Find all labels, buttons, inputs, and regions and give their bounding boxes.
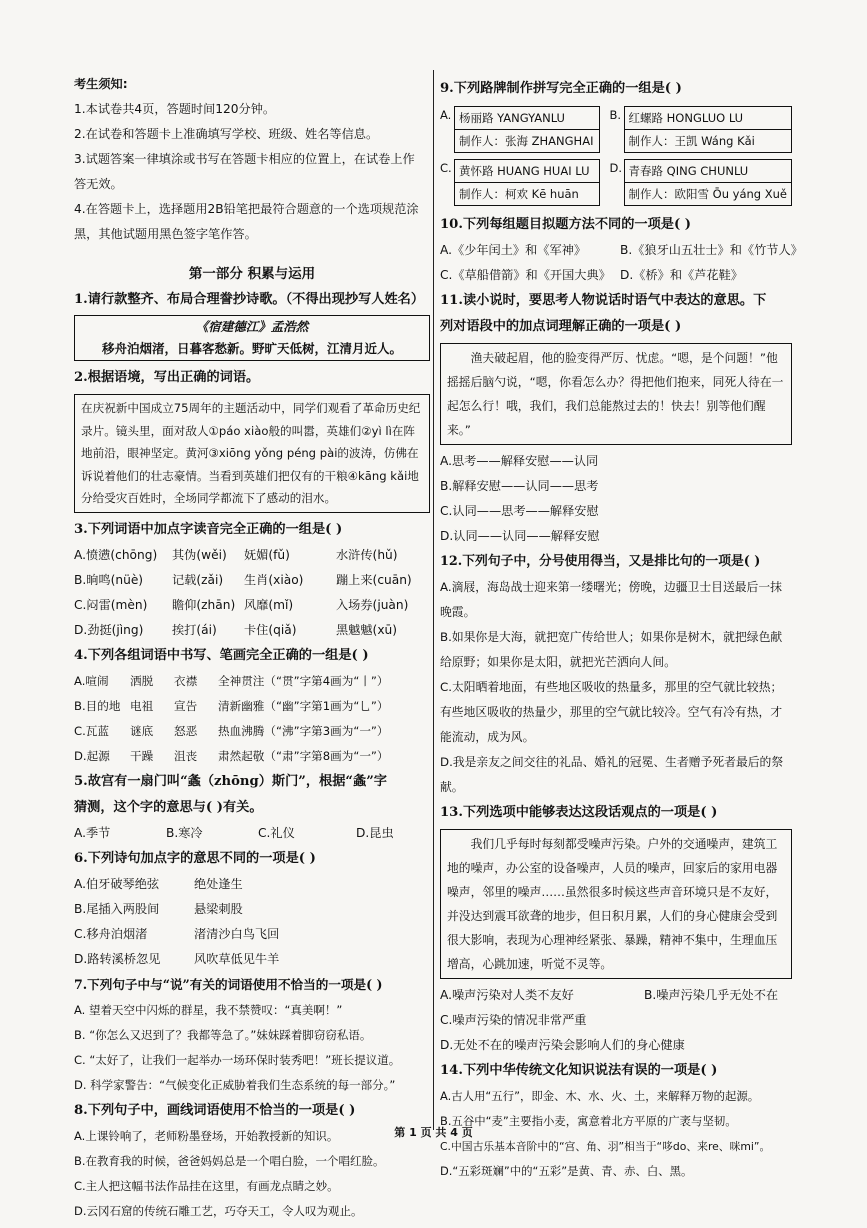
notice-item: 黑，其他试题用黑色签字笔作答。 bbox=[74, 227, 257, 241]
option-row: D.路转溪桥忽见 风吹草低见牛羊 bbox=[74, 951, 280, 966]
option-row: D.起源 干躁 沮丧 肃然起敬（“肃”字第8画为“一”） bbox=[74, 748, 389, 763]
option-row: C.《草船借箭》和《开国大典》 D.《桥》和《芦花鞋》 bbox=[440, 268, 743, 282]
poem-title: 《宿建德江》孟浩然 bbox=[195, 319, 309, 334]
option: A. 望着天空中闪烁的群星，我不禁赞叹：“真美啊！” bbox=[74, 1002, 343, 1017]
right-column bbox=[440, 76, 803, 1184]
question-13-passage: 我们几乎每时每刻都受噪声污染。户外的交通噪声，建筑工地的噪声，办公室的设备噪声，人员的噪声，回家后的家用电器噪声，邻里的噪声……虽然很多时候这些声音环境只是不友好，并没达到震耳欲聋的地步，但日积月累，人们的身心健康会受到很大影响，表现为心理神经紧张、暴躁，精神不集中，生理血压增高，心跳加速，听觉不灵等。 bbox=[447, 837, 778, 971]
option: B.在教育我的时候，爸爸妈妈总是一个唱白脸，一个唱红脸。 bbox=[74, 1153, 385, 1168]
road-sign: C. 黄怀路 HUANG HUAI LU 制作人：柯欢 Kē huān bbox=[440, 159, 600, 206]
question-11-passage-box bbox=[440, 343, 792, 445]
option: D.我是亲友之间交往的礼品、婚礼的冠冕、生者赠予死者最后的祭献。 bbox=[440, 755, 784, 794]
option: A.上课铃响了，老师粉墨登场，开始教授新的知识。 bbox=[74, 1128, 339, 1143]
option: B.五谷中“麦”主要指小麦，寓意着北方平原的广袤与坚韧。 bbox=[440, 1114, 737, 1128]
option: C.认同——思考——解释安慰 bbox=[440, 504, 599, 518]
question-5-options: A.季节 B.寒冷 C.礼仪 D.昆虫 bbox=[74, 825, 394, 840]
option-row: B.目的地 电祖 宣告 清新幽雅（“幽”字第1画为“乚”） bbox=[74, 698, 389, 713]
option: C.中国古乐基本音阶中的“宫、角、羽”相当于“哆do、来re、咪mi”。 bbox=[440, 1140, 771, 1153]
option-row: C.移舟泊烟渚 渚清沙白鸟飞回 bbox=[74, 926, 280, 941]
option-row: A.《少年闰土》和《军神》 B.《狼牙山五壮士》和《竹节人》 bbox=[440, 243, 803, 257]
column-divider bbox=[433, 70, 434, 1130]
question-2-stem: 2.根据语境，写出正确的词语。 bbox=[74, 370, 260, 385]
road-sign-grid bbox=[440, 106, 792, 206]
notice-item: 1.本试卷共4页，答题时间120分钟。 bbox=[74, 102, 276, 116]
option-row: D.劲挺(jìng) 挨打(ái) 卡住(qiǎ) 黑魆魆(xū) bbox=[74, 622, 398, 637]
option-row: A.愤懑(chōng) 其伪(wěi) 妩媚(fǔ) 水浒传(hǔ) bbox=[74, 547, 398, 562]
option: B.如果你是大海，就把宽广传给世人；如果你是树木，就把绿色献给原野；如果你是太阳，就把光芒洒向人间。 bbox=[440, 630, 783, 669]
option: B.解释安慰——认同——思考 bbox=[440, 479, 599, 493]
question-2-passage: 在庆祝新中国成立75周年的主题活动中，同学们观看了革命历史纪录片。镜头里，面对敌人①páo xiào般的叫嚣，英雄们②yì lì在阵地前沿，眼神坚定。黄河③xiōng yǒng péng pài的波涛，仿佛在诉说着他们的壮志豪情。当看到英雄们把仅有的干粮④kāng kǎi地分给受灾百姓时，全场同学都流下了感动的泪水。 bbox=[81, 401, 421, 505]
notice-item: 3.试题答案一律填涂或书写在答题卡相应的位置上，在试卷上作 bbox=[74, 152, 415, 166]
option: C.噪声污染的情况非常严重 bbox=[440, 1013, 587, 1027]
question-5-stem: 5.故宫有一扇门叫“螽（zhōng）斯门”，根据“螽”字 bbox=[74, 773, 387, 789]
option: B. “你怎么又迟到了？我都等急了。”妹妹踩着脚窃窃私语。 bbox=[74, 1027, 372, 1042]
question-13-stem: 13.下列选项中能够表达这段话观点的一项是( ) bbox=[440, 805, 718, 820]
option: A.古人用“五行”，即金、木、水、火、土，来解释万物的起源。 bbox=[440, 1089, 760, 1103]
option-row: A.伯牙破琴绝弦 绝处逢生 bbox=[74, 876, 243, 891]
question-9-stem: 9.下列路牌制作拼写完全正确的一组是( ) bbox=[440, 81, 682, 96]
road-sign: B. 红螺路 HONGLUO LU 制作人：王凯 Wáng Kǎi bbox=[610, 106, 793, 153]
option: A.思考——解释安慰——认同 bbox=[440, 454, 599, 468]
notice-item: 2.在试卷和答题卡上准确填写学校、班级、姓名等信息。 bbox=[74, 127, 379, 141]
question-5-stem-cont: 猜测，这个字的意思与( )有关。 bbox=[74, 799, 263, 815]
option: D.云冈石窟的传统石雕工艺，巧夺天工，令人叹为观止。 bbox=[74, 1203, 363, 1218]
question-10-stem: 10.下列每组题目拟题方法不同的一项是( ) bbox=[440, 217, 692, 232]
option: D.“五彩斑斓”中的“五彩”是黄、青、赤、白、黑。 bbox=[440, 1164, 693, 1178]
question-11-stem-cont: 列对语段中的加点词理解正确的一项是( ) bbox=[440, 319, 682, 334]
question-13-passage-box bbox=[440, 829, 792, 979]
question-6-stem: 6.下列诗句加点字的意思不同的一项是( ) bbox=[74, 850, 316, 866]
notice-item: 答无效。 bbox=[74, 177, 123, 191]
page-footer: 第 1 页 共 4 页 bbox=[394, 1126, 473, 1139]
question-8-stem: 8.下列句子中，画线词语使用不恰当的一项是( ) bbox=[74, 1102, 356, 1118]
road-sign: A. 杨丽路 YANGYANLU 制作人：张海 ZHANGHAI bbox=[440, 106, 600, 153]
question-3-stem: 3.下列词语中加点字读音完全正确的一组是( ) bbox=[74, 521, 343, 537]
option-row: B.尾插入两股间 悬梁刺股 bbox=[74, 901, 243, 916]
option-row: C.闷雷(mèn) 瞻仰(zhān) 风靡(mǐ) 入场券(juàn) bbox=[74, 597, 409, 612]
question-12-stem: 12.下列句子中，分号使用得当，又是排比句的一项是( ) bbox=[440, 554, 761, 569]
question-2-passage-box bbox=[74, 394, 430, 513]
option-row: A.喧闹 洒脱 衣襟 全神贯注（“贯”字第4画为“丨”） bbox=[74, 673, 389, 688]
poem-line: 移舟泊烟渚，日暮客愁新。野旷天低树，江清月近人。 bbox=[101, 341, 402, 356]
option-row: C.瓦蓝 谜底 怒恶 热血沸腾（“沸”字第3画为“一”） bbox=[74, 723, 389, 738]
question-14-stem: 14.下列中华传统文化知识说法有误的一项是( ) bbox=[440, 1063, 718, 1078]
question-11-passage: 渔夫破起眉，他的脸变得严厉、忧虑。“嗯，是个问题！”他摇摇后脑勺说，“嗯，你看怎么办？得把他们抱来，同死人待在一起怎么行！哦，我们，我们总能熬过去的！快去！别等他们醒来。” bbox=[447, 351, 784, 437]
question-4-stem: 4.下列各组词语中书写、笔画完全正确的一组是( ) bbox=[74, 647, 369, 663]
option-row: A.噪声污染对人类不友好 B.噪声污染几乎无处不在 bbox=[440, 988, 779, 1002]
option: A.滴屐，海岛战士迎来第一缕曙光；傍晚，边疆卫士目送最后一抹晚霞。 bbox=[440, 580, 782, 619]
option: C. “太好了，让我们一起举办一场环保时装秀吧！”班长提议道。 bbox=[74, 1052, 401, 1067]
left-column bbox=[74, 72, 430, 1224]
option: C.太阳晒着地面，有些地区吸收的热量多，那里的空气就比较热；有些地区吸收的热量少，那里的空气就比较冷。空气有冷有热，才能流动，成为风。 bbox=[440, 680, 783, 744]
option-row: B.晌鸣(nüè) 记载(zǎi) 生肖(xiào) 蹦上来(cuān) bbox=[74, 572, 412, 587]
option: D.认同——认同——解释安慰 bbox=[440, 529, 600, 543]
poem-box bbox=[74, 315, 430, 361]
part-title: 第一部分 积累与运用 bbox=[188, 266, 316, 282]
question-7-stem: 7.下列句子中与“说”有关的词语使用不恰当的一项是( ) bbox=[74, 976, 383, 992]
notice-item: 4.在答题卡上，选择题用2B铅笔把最符合题意的一个选项规范涂 bbox=[74, 202, 419, 216]
option: D.无处不在的噪声污染会影响人们的身心健康 bbox=[440, 1038, 685, 1052]
question-11-stem: 11.读小说时，要思考人物说话时语气中表达的意思。下 bbox=[440, 293, 767, 308]
road-sign: D. 青春路 QING CHUNLU 制作人：欧阳雪 Ōu yáng Xuě bbox=[610, 159, 793, 206]
notice-title: 考生须知: bbox=[74, 77, 128, 91]
question-1-stem: 1.请行款整齐、布局合理誊抄诗歌。（不得出现抄写人姓名） bbox=[74, 292, 425, 307]
option: C.主人把这幅书法作品挂在这里，有画龙点睛之妙。 bbox=[74, 1178, 339, 1193]
question-3-options bbox=[74, 543, 430, 643]
option: D. 科学家警告：“气候变化正威胁着我们生态系统的每一部分。” bbox=[74, 1077, 396, 1092]
question-4-options bbox=[74, 669, 430, 769]
